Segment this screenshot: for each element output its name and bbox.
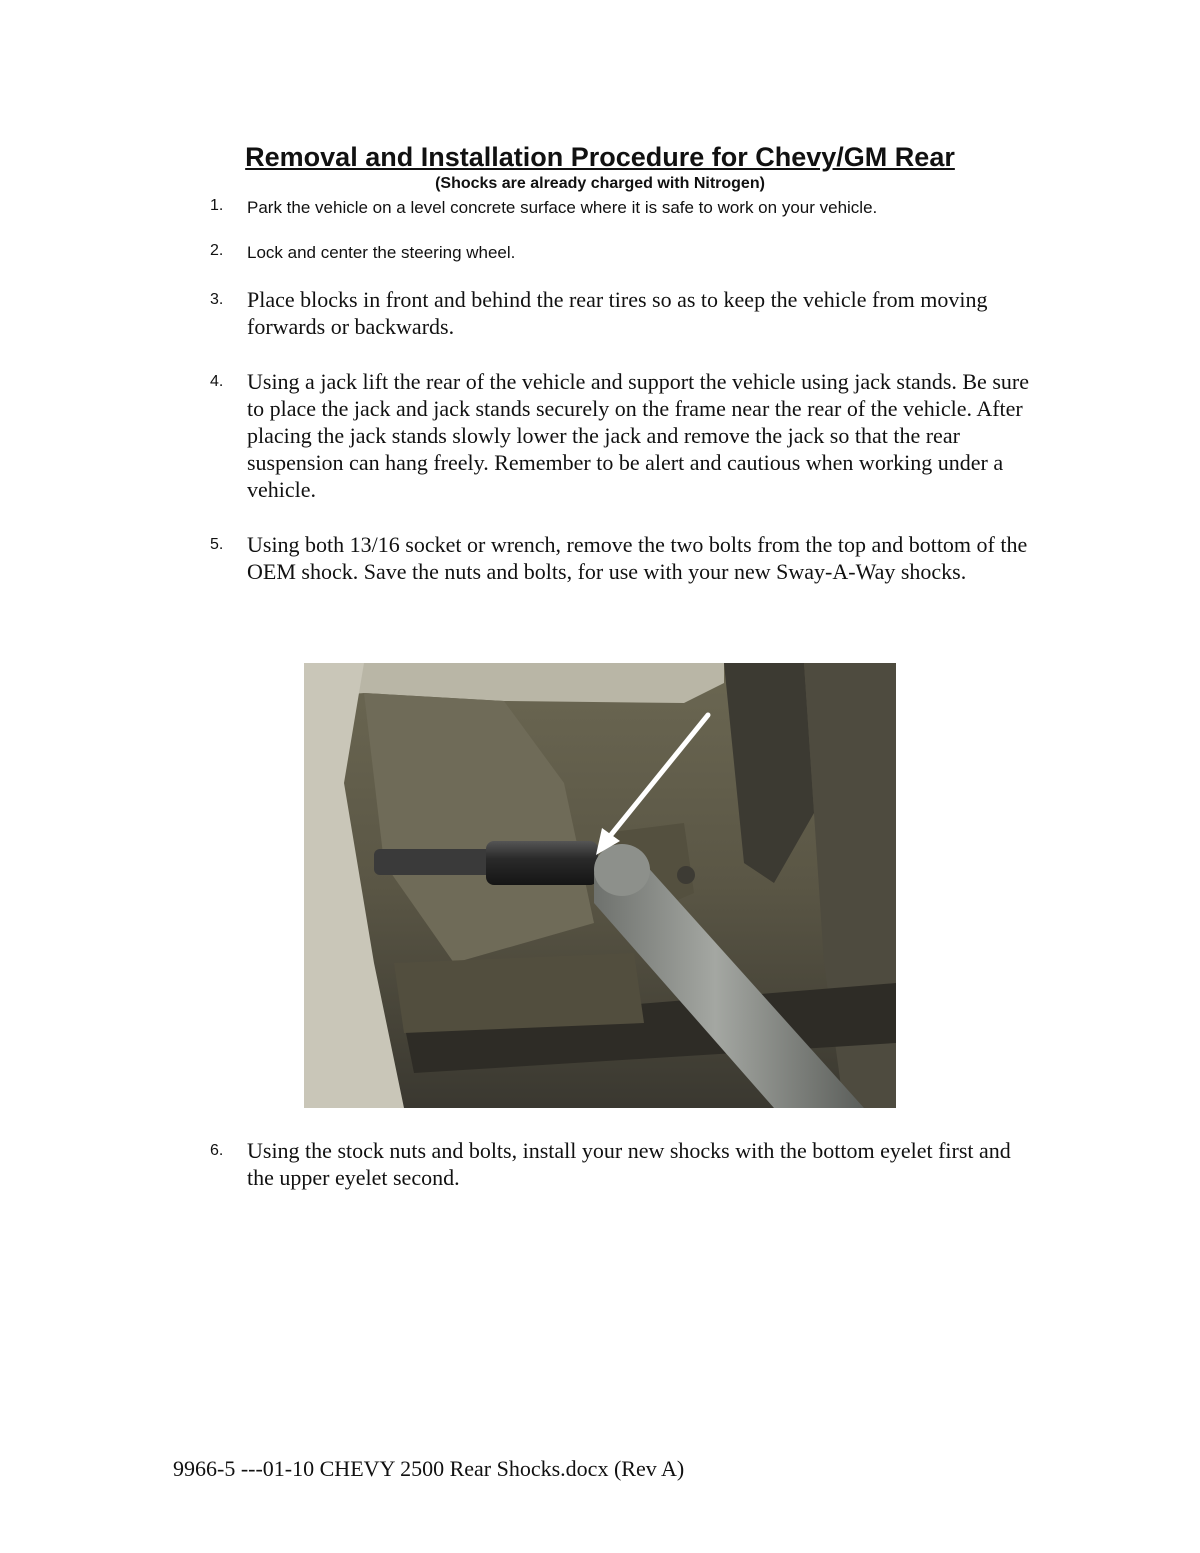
document-title: Removal and Installation Procedure for Chevy/GM Rear (245, 142, 955, 172)
shock-mount-photo-illustration (304, 663, 896, 1108)
step-number: 1. (210, 197, 224, 214)
step-3 (210, 286, 1040, 340)
document-subtitle: (Shocks are already charged with Nitrogen) (435, 175, 765, 192)
step-text: Lock and center the steering wheel. (247, 243, 516, 262)
step-1 (210, 196, 1040, 220)
step-number: 4. (210, 373, 224, 390)
step-number: 3. (210, 291, 224, 308)
step-number: 2. (210, 242, 224, 259)
step-6 (210, 1137, 1040, 1191)
shock-mount-photo (304, 663, 896, 1108)
step-number: 5. (210, 536, 224, 553)
step-text: Place blocks in front and behind the rear tires so as to keep the vehicle from moving forwards or backwards. (247, 287, 988, 339)
step-text: Using both 13/16 socket or wrench, remove the two bolts from the top and bottom of the OEM shock. Save the nuts and bolts, for use with your new Sway-A-Way shocks. (247, 532, 1028, 584)
step-text: Using a jack lift the rear of the vehicle and support the vehicle using jack stands. Be sure to place the jack and jack stands securely on the frame near the rear of the vehicle. After placing the jack stands slowly lower the jack and remove the jack so that the rear suspension can hang freely. Remember to be alert and cautious when working under a vehicle. (247, 369, 1029, 502)
step-text: Using the stock nuts and bolts, install your new shocks with the bottom eyelet first and the upper eyelet second. (247, 1138, 1011, 1190)
step-5 (210, 531, 1040, 585)
step-4 (210, 368, 1040, 503)
step-2 (210, 241, 1040, 265)
step-text: Park the vehicle on a level concrete surface where it is safe to work on your vehicle. (247, 198, 878, 217)
step-number: 6. (210, 1142, 224, 1159)
document-footer: 9966-5 ---01-10 CHEVY 2500 Rear Shocks.docx (Rev A) (173, 1456, 685, 1481)
